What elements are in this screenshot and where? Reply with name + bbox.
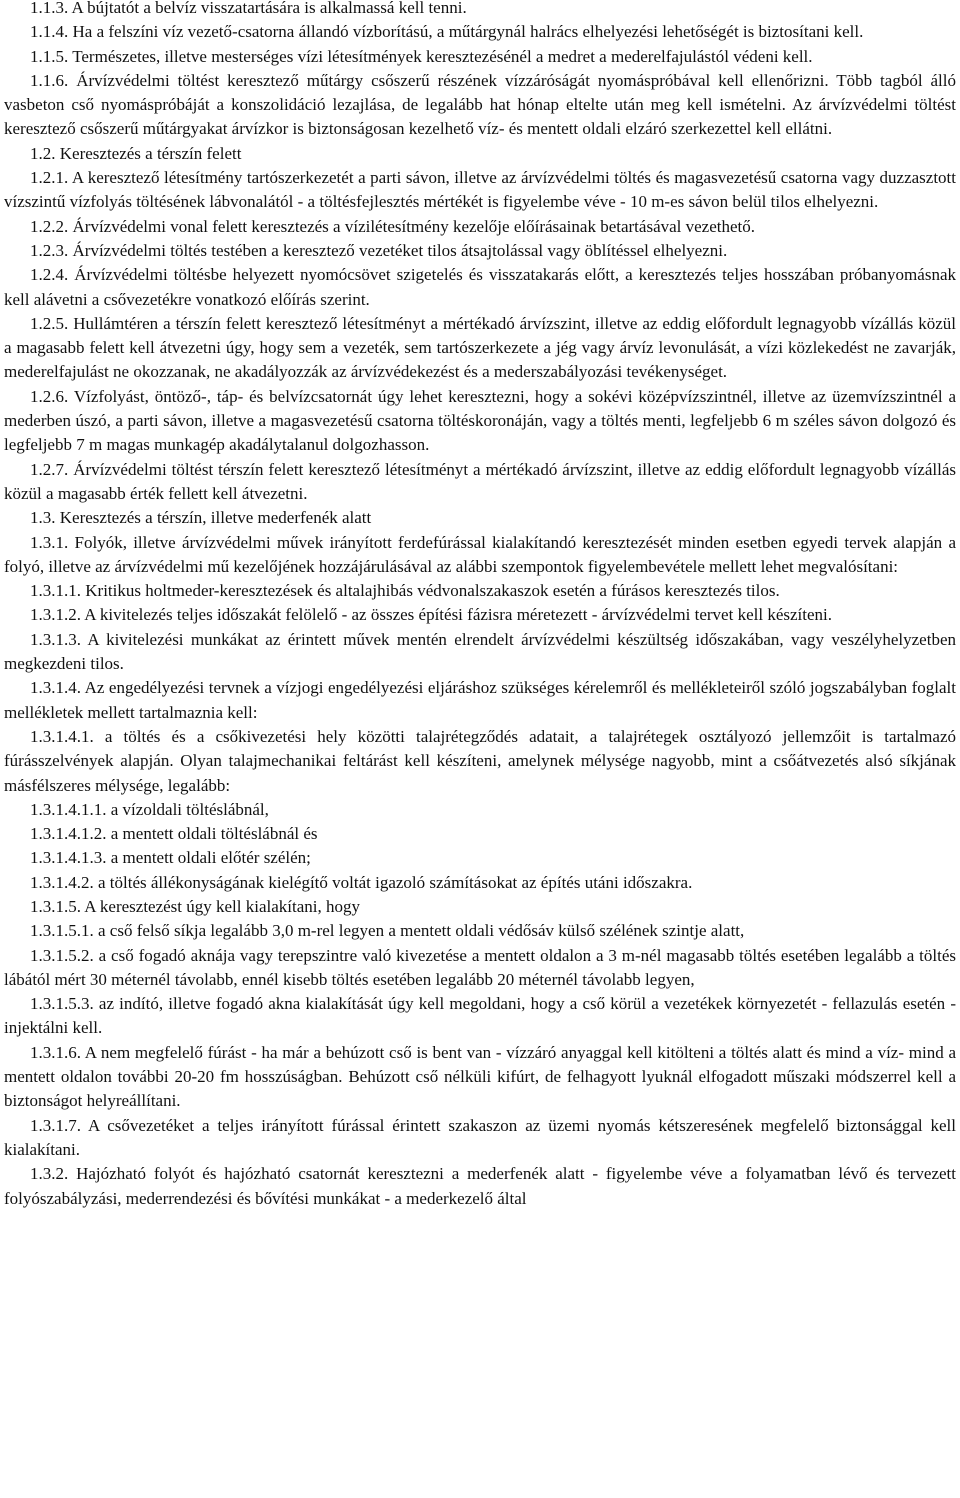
paragraph-1-2-4: 1.2.4. Árvízvédelmi töltésbe helyezett nyomócsövet szigetelés és visszatakarás előtt, a keresztezés teljes hosszában próbanyomásnak kell alávetni a csővezetékre vonatkozó előírás szerint.: [4, 265, 956, 309]
paragraph-1-3-1-4-2: 1.3.1.4.2. a töltés állékonyságának kielégítő voltát igazoló számításokat az építés utáni időszakra.: [30, 872, 693, 892]
paragraph-1-2-7: 1.2.7. Árvízvédelmi töltést térszín felett keresztező létesítményt a mértékadó árvízszint, illetve az eddig előfordult legnagyobb vízállás közül a magasabb érték fellett kell átvezetni.: [4, 459, 956, 503]
paragraph-1-2-2: 1.2.2. Árvízvédelmi vonal felett keresztezés a vízilétesítmény kezelője előírásainak betartásával vezethető.: [30, 216, 756, 236]
paragraph-1-3-1-5: 1.3.1.5. A keresztezést úgy kell kialakítani, hogy: [30, 896, 361, 916]
paragraph-1-3-1-1: 1.3.1.1. Kritikus holtmeder-keresztezések és altalajhibás védvonalszakaszok esetén a fúrásos keresztezés tilos.: [30, 581, 780, 601]
paragraph-1-3-1-5-1: 1.3.1.5.1. a cső felső síkja legalább 3,0 m-rel legyen a mentett oldali védősáv külső szélének szintje alatt,: [30, 921, 745, 941]
paragraph-1-3-1-4: 1.3.1.4. Az engedélyezési tervnek a vízjogi engedélyezési eljáráshoz szükséges kérelemről és mellékleteiről szóló jogszabályban foglalt mellékletek mellett tartalmaznia kell:: [4, 678, 956, 722]
paragraph-1-1-4: 1.1.4. Ha a felszíni víz vezető-csatorna állandó vízborítású, a műtárgynál halrács elhelyezési lehetőségét is biztosítani kell.: [30, 22, 864, 42]
paragraph-1-2-3: 1.2.3. Árvízvédelmi töltés testében a keresztező vezetéket tilos átsajtolással vagy öblítéssel elhelyezni.: [30, 240, 728, 260]
paragraph-1-1-3: 1.1.3. A bújtatót a belvíz visszatartására is alkalmassá kell tenni.: [30, 0, 467, 17]
paragraph-1-3-1-3: 1.3.1.3. A kivitelezési munkákat az érintett művek mentén elrendelt árvízvédelmi készültség időszakában, vagy veszélyhelyzetben megkezdeni tilos.: [4, 629, 956, 674]
paragraph-1-3-1-4-1-1: 1.3.1.4.1.1. a vízoldali töltéslábnál,: [30, 799, 269, 819]
document-body: [4, 0, 956, 1211]
paragraph-1-3-1-4-1-2: 1.3.1.4.1.2. a mentett oldali töltéslábnál és: [30, 824, 318, 844]
paragraph-1-3-1-5-2: 1.3.1.5.2. a cső fogadó aknája vagy terepszintre való kivezetése a mentett oldalon a 3 m-nél magasabb töltés esetében legalább a töltés lábától mért 30 méternél távolabb, ennél kisebb töltés esetében legalább 20 méternél távolabb legyen,: [4, 945, 956, 989]
section-heading-1-3: 1.3. Keresztezés a térszín, illetve mederfenék alatt: [30, 508, 372, 528]
paragraph-1-2-1: 1.2.1. A keresztező létesítmény tartószerkezetét a parti sávon, illetve az árvízvédelmi töltés és magasvezetésű csatorna vagy duzzasztott vízszintű vízfolyás töltésének lábvonalától - a töltésfejlesztés mértékét is figyelembe véve - 10 m-es sávon belül tilos elhelyezni.: [4, 168, 956, 212]
paragraph-1-3-1-6: 1.3.1.6. A nem megfelelő fúrást - ha már a behúzott cső is bent van - vízzáró anyaggal kell kitölteni a töltés alatt és mind a víz- mind a mentett oldalon további 20-20 fm hosszúságban. Behúzott cső nélküli kifúrt, de felhagyott lyuknál elfogadott műszaki módszerrel kell a biztonságot helyreállítani.: [4, 1042, 956, 1111]
paragraph-1-3-1: 1.3.1. Folyók, illetve árvízvédelmi művek irányított ferdefúrással kialakítandó keresztezését minden esetben egyedi tervek alapján a folyó, illetve az árvízvédelmi mű kezelőjének hozzájárulásával az alábbi szempontok figyelembevétele mellett lehet megvalósítani:: [4, 532, 956, 576]
paragraph-1-1-6: 1.1.6. Árvízvédelmi töltést keresztező műtárgy csőszerű részének vízzáróságát nyomáspróbával kell ellenőrizni. Több tagból álló vasbeton cső nyomáspróbáját a konszolidáció lezajlása, de legalább hat hónap eltelte után meg kell ismételni. Az árvízvédelmi töltést keresztező csőszerű műtárgyakat árvízkor is biztonságosan kezelhető víz- és mentett oldali elzáró szerkezettel kell ellátni.: [4, 70, 956, 139]
paragraph-1-3-1-7: 1.3.1.7. A csővezetéket a teljes irányított fúrással érintett szakaszon az üzemi nyomás kétszeresének megfelelő biztonsággal kell kialakítani.: [4, 1115, 956, 1159]
paragraph-1-2-6: 1.2.6. Vízfolyást, öntöző-, táp- és belvízcsatornát úgy lehet keresztezni, hogy a sokévi középvízszintnél, illetve az üzemvízszintnél a mederben úszó, a parti sávon, illetve a magasvezetésű csatorna töltéskoronáján, vagy a töltés menti, legfeljebb 6 m széles sávon dolgozó és legfeljebb 7 m magas munkagép akadálytalanul dolgozhasson.: [4, 386, 956, 455]
section-heading-1-2: 1.2. Keresztezés a térszín felett: [30, 143, 242, 163]
paragraph-1-2-5: 1.2.5. Hullámtéren a térszín felett keresztező létesítményt a mértékadó árvízszint, illetve az eddig előfordult legnagyobb vízállás közül a magasabb felett kell átvezetni úgy, hogy sem a vezeték, sem tartószerkezete a jég vagy árvíz levonulását, a vízi közlekedést ne zavarják, mederelfajulást ne okozzanak, ne akadályozzák az árvízvédekezést és a mederszabályozási tevékenységet.: [4, 313, 956, 382]
paragraph-1-1-5: 1.1.5. Természetes, illetve mesterséges vízi létesítmények keresztezésénél a medret a mederelfajulástól védeni kell.: [30, 46, 813, 66]
paragraph-1-3-1-4-1-3: 1.3.1.4.1.3. a mentett oldali előtér szélén;: [30, 848, 311, 868]
paragraph-1-3-2: 1.3.2. Hajózható folyót és hajózható csatornát keresztezni a mederfenék alatt - figyelembe véve a folyamatban lévő és tervezett folyószabályzási, mederrendezési és bővítési munkákat - a mederkezelő által: [4, 1164, 956, 1208]
paragraph-1-3-1-2: 1.3.1.2. A kivitelezés teljes időszakát felölelő - az összes építési fázisra méretezett - árvízvédelmi tervet kell készíteni.: [30, 605, 832, 625]
paragraph-1-3-1-4-1: 1.3.1.4.1. a töltés és a csőkivezetési hely közötti talajrétegződés adatait, a talajrétegek osztályozó jellemzőit is tartalmazó fúrásszelvények alapján. Olyan talajmechanikai feltárást kell készíteni, amelynek mélysége nagyobb, mint a csőátvezetés alsó síkjának másfélszeres mélysége, legalább:: [4, 726, 956, 795]
paragraph-1-3-1-5-3: 1.3.1.5.3. az indító, illetve fogadó akna kialakítását úgy kell megoldani, hogy a cső körül a vezetékek környezetét - fellazulás esetén - injektálni kell.: [4, 994, 956, 1038]
